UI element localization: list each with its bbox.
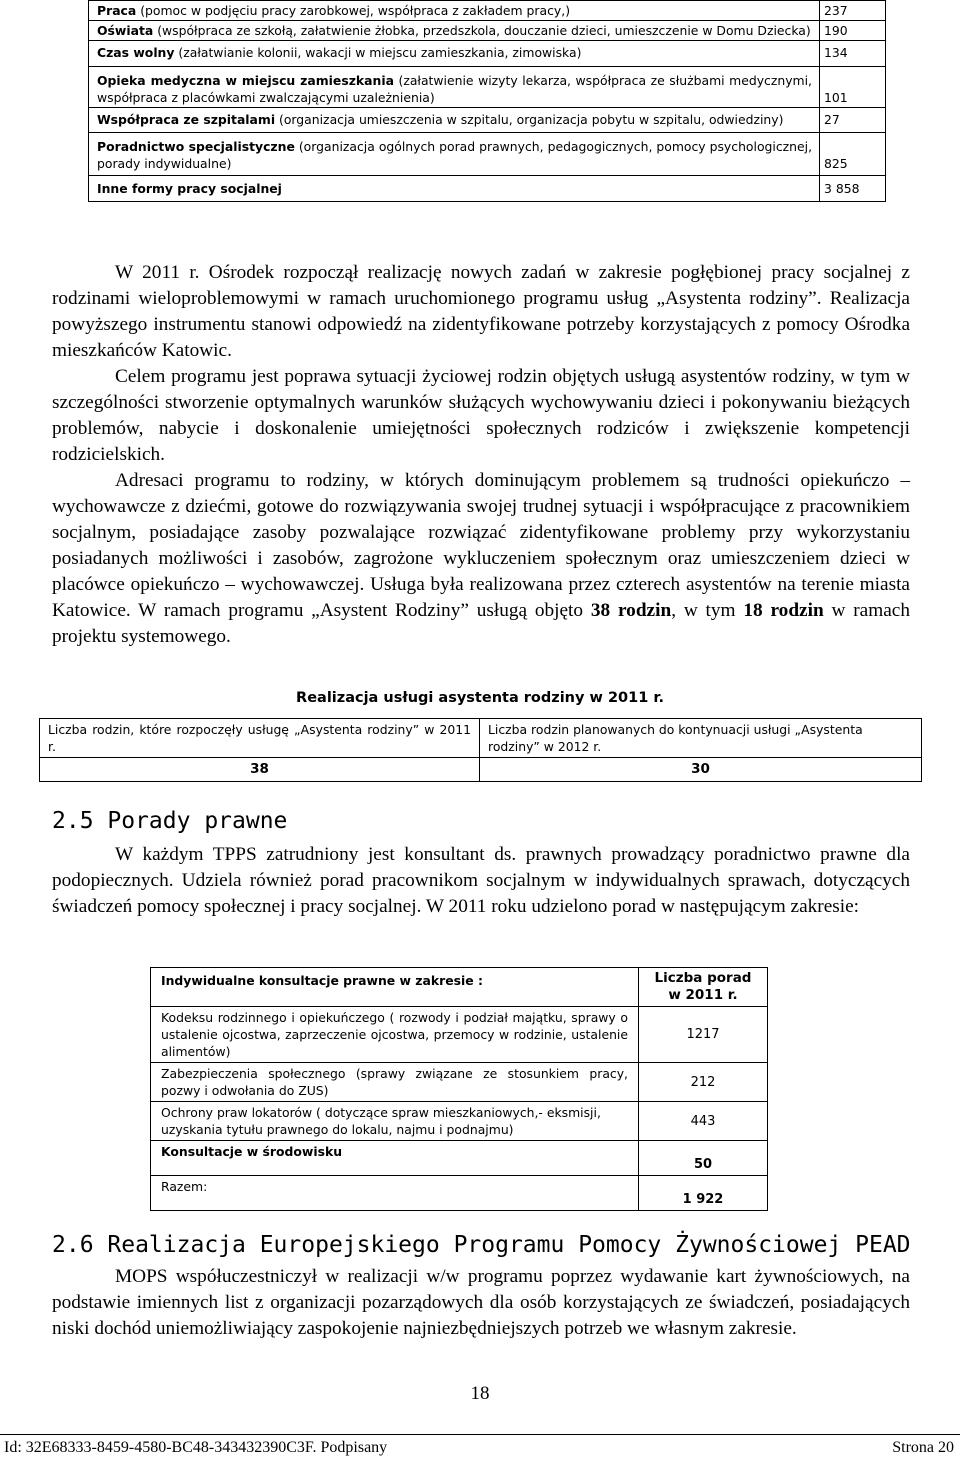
- paragraph-intro: W 2011 r. Ośrodek rozpoczął realizację nowych zadań w zakresie pogłębionej pracy socjalnej z rodzinami wieloproblemowymi w ramach uruchomionego programu usług „Asystenta rodziny”. Realizacja powyższego instrumentu stanowi odpowiedź na zidentyfikowane potrzeby korzystających z pomocy Ośrodka mieszkańców Katowic.: [52, 262, 910, 361]
- section-25-text: [52, 842, 910, 920]
- page-number: 18: [470, 1383, 490, 1404]
- footer: [4, 1439, 954, 1457]
- header-scope: Indywidualne konsultacje prawne w zakresie :: [151, 968, 639, 1007]
- row-label: Zabezpieczenia społecznego (sprawy związane ze stosunkiem pracy, pozwy i odwołania do ZUS): [151, 1063, 639, 1102]
- table-row: [151, 1102, 768, 1141]
- row-label: Oświata (współpraca ze szkołą, załatwienie żłobka, przedszkola, douczanie dzieci, umieszczenie w Domu Dziecka): [89, 21, 820, 41]
- footer-divider: [0, 1434, 960, 1435]
- col1-value: 38: [40, 758, 480, 782]
- row-value: 237: [820, 1, 886, 21]
- table-row: [151, 1176, 768, 1211]
- paragraph: MOPS współuczestniczył w realizacji w/w programu poprzez wydawanie kart żywnościowych, na podstawie imiennych list z organizacji pozarządowych dla osób korzystających ze świadczeń, posiadających niski dochód uniemożliwiający zaspokojenie najniezbędniejszych potrzeb we własnym zakresie.: [52, 1266, 910, 1339]
- table-row: [151, 1063, 768, 1102]
- table-row: [89, 41, 886, 67]
- legal-advice-table: [150, 967, 768, 1211]
- table-row: [89, 21, 886, 41]
- row-value: 3 858: [820, 176, 886, 202]
- row-label: Opieka medyczna w miejscu zamieszkania (załatwienie wizyty lekarza, współpraca ze służbami medycznymi, współpraca z placówkami zwalczającymi uzależnienia): [89, 67, 820, 108]
- asystent-table-title: Realizacja usługi asystenta rodziny w 2011 r.: [296, 690, 664, 706]
- table-row: [89, 1, 886, 21]
- row-value: 1 922: [639, 1176, 768, 1211]
- col2-value: 30: [480, 758, 922, 782]
- row-label: Kodeksu rodzinnego i opiekuńczego ( rozwody i podział majątku, sprawy o ustalenie ojcostwa, zaprzeczenie ojcostwa, przemocy w rodzinie, ustalenie alimentów): [151, 1007, 639, 1063]
- page-label: Strona 20: [892, 1439, 954, 1456]
- row-value: 134: [820, 41, 886, 67]
- row-label: Poradnictwo specjalistyczne (organizacja ogólnych porad prawnych, pedagogicznych, pomocy psychologicznej, porady indywidualne): [89, 133, 820, 176]
- document-id: Id: 32E68333-8459-4580-BC48-343432390C3F. Podpisany: [4, 1439, 388, 1456]
- row-label: Współpraca ze szpitalami (organizacja umieszczenia w szpitalu, organizacja pobytu w szpitalu, odwiedziny): [89, 108, 820, 133]
- paragraph-goal: Celem programu jest poprawa sytuacji życiowej rodzin objętych usługą asystentów rodziny, w tym w szczególności stworzenie optymalnych warunków służących wychowywaniu dzieci i pokonywaniu bieżących problemów, nabycie i doskonalenie umiejętności społecznych rodziców i zwiększenie kompetencji rodzicielskich.: [52, 366, 910, 465]
- table-row: [89, 67, 886, 108]
- col1-label: Liczba rodzin, które rozpoczęły usługę „Asystenta rodziny” w 2011 r.: [40, 719, 480, 758]
- col2-label: Liczba rodzin planowanych do kontynuacji usługi „Asystenta rodziny” w 2012 r.: [480, 719, 922, 758]
- row-label: Ochrony praw lokatorów ( dotyczące spraw mieszkaniowych,- eksmisji, uzyskania tytułu prawnego do lokalu, najmu i podnajmu): [151, 1102, 639, 1141]
- table-row: [40, 758, 922, 782]
- row-label: Razem:: [151, 1176, 639, 1211]
- row-value: 27: [820, 108, 886, 133]
- table-row: [89, 176, 886, 202]
- paragraph: W każdym TPPS zatrudniony jest konsultant ds. prawnych prowadzący poradnictwo prawne dla podopiecznych. Udziela również porad pracownikom socjalnym w indywidualnych sprawach, dotyczących świadczeń pomocy społecznej i pracy socjalnej. W 2011 roku udzielono porad w następującym zakresie:: [52, 844, 910, 917]
- table-row: [89, 133, 886, 176]
- row-value: 1217: [639, 1007, 768, 1063]
- row-value: 212: [639, 1063, 768, 1102]
- section-26-heading: 2.6 Realizacja Europejskiego Programu Pomocy Żywnościowej PEAD: [52, 1232, 911, 1258]
- row-label: Czas wolny (załatwianie kolonii, wakacji w miejscu zamieszkania, zimowiska): [89, 41, 820, 67]
- paragraph-recipients: Adresaci programu to rodziny, w których dominującym problemem są trudności opiekuńczo – wychowawcze z dziećmi, gotowe do rozwiązywania swojej trudnej sytuacji i współpracujące z pracownikiem socjalnym, posiadające zasoby pozwalające rozwiązać zidentyfikowane problemy przy wykorzystaniu posiadanych możliwości i zasobów, zagrożone wykluczeniem społecznym oraz umieszczeniem dzieci w placówce opiekuńczo – wychowawczej. Usługa była realizowana przez czterech asystentów na terenie miasta Katowice. W ramach programu „Asystent Rodziny” usługą objęto 38 rodzin, w tym 18 rodzin w ramach projektu systemowego.: [52, 470, 910, 647]
- row-value: 443: [639, 1102, 768, 1141]
- table-row: [40, 719, 922, 758]
- row-value: 101: [820, 67, 886, 108]
- row-label: Praca (pomoc w podjęciu pracy zarobkowej, współpraca z zakładem pracy,): [89, 1, 820, 21]
- row-value: 190: [820, 21, 886, 41]
- table-row: [89, 108, 886, 133]
- section-26-text: [52, 1264, 910, 1342]
- header-count: Liczba porad w 2011 r.: [639, 968, 768, 1007]
- row-value: 50: [639, 1141, 768, 1176]
- section-25-heading: 2.5 Porady prawne: [52, 808, 288, 834]
- table-row: [151, 1141, 768, 1176]
- table-row: [151, 1007, 768, 1063]
- row-value: 825: [820, 133, 886, 176]
- forms-of-social-work-table: [88, 0, 886, 202]
- table-header-row: [151, 968, 768, 1007]
- row-label: Inne formy pracy socjalnej: [89, 176, 820, 202]
- asystent-table: [39, 718, 922, 782]
- asystent-paragraphs: [52, 260, 910, 650]
- row-label: Konsultacje w środowisku: [151, 1141, 639, 1176]
